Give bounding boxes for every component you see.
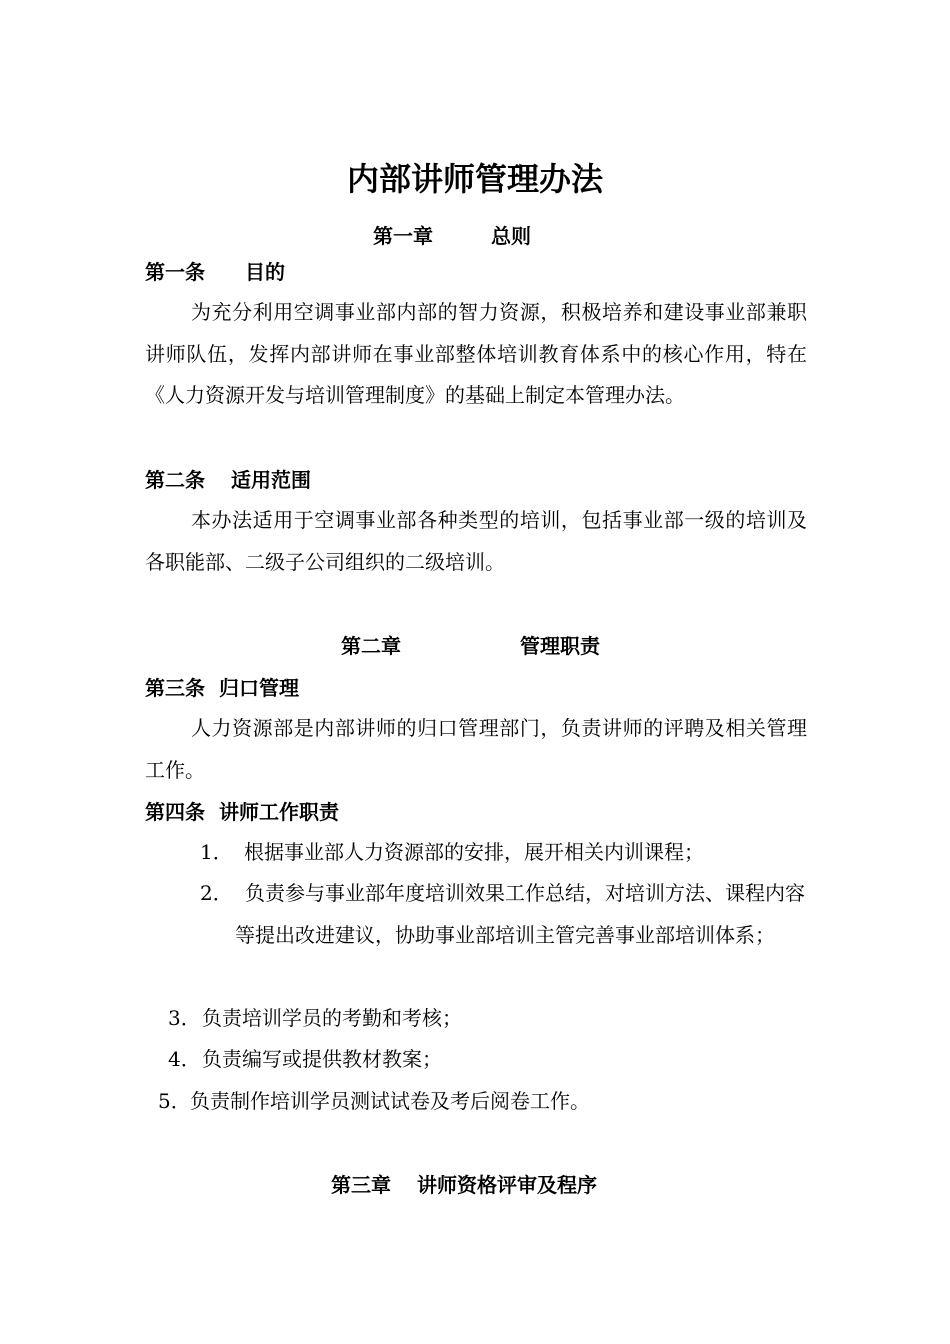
article-1-text: 为充分利用空调事业部内部的智力资源，积极培养和建设事业部兼职讲师队伍，发挥内部讲师在事业部整体培训教育体系中的核心作用，特在《人力资源开发与培训管理制度》的基础上制定本管理办法。 — [145, 300, 807, 407]
list-item — [158, 1081, 808, 1123]
list-item-text: 负责制作培训学员测试试卷及考后阅卷工作。 — [190, 1089, 590, 1113]
article-4-name: 讲师工作职责 — [219, 800, 339, 824]
article-1-number: 第一条 — [145, 260, 205, 284]
article-4-heading — [145, 798, 339, 826]
article-2-name: 适用范围 — [231, 468, 311, 492]
article-2-heading — [145, 466, 311, 494]
list-item-text: 负责参与事业部年度培训效果工作总结，对培训方法、课程内容等提出改进建议，协助事业部培训主管完善事业部培训体系； — [235, 881, 805, 947]
chapter-2-name: 管理职责 — [520, 634, 600, 658]
list-item-number: 2． — [200, 881, 233, 905]
list-item-text: 负责编写或提供教材教案； — [202, 1047, 442, 1071]
list-item — [168, 1039, 808, 1081]
list-item — [168, 998, 808, 1040]
list-item-number: 5． — [158, 1089, 191, 1113]
article-1-heading — [145, 258, 285, 286]
chapter-3-name: 讲师资格评审及程序 — [417, 1173, 597, 1197]
chapter-1-number: 第一章 — [373, 224, 433, 248]
chapter-1-name: 总则 — [491, 224, 531, 248]
list-item — [200, 873, 807, 956]
article-3-text: 人力资源部是内部讲师的归口管理部门，负责讲师的评聘及相关管理工作。 — [145, 716, 807, 782]
article-3-number: 第三条 — [145, 676, 205, 700]
list-item-number: 3． — [168, 1006, 201, 1030]
article-2-number: 第二条 — [145, 468, 205, 492]
document-title: 内部讲师管理办法 — [346, 160, 603, 198]
list-item-text: 负责培训学员的考勤和考核； — [202, 1006, 462, 1030]
chapter-3-number: 第三章 — [331, 1173, 391, 1197]
article-4-number: 第四条 — [145, 800, 205, 824]
article-2-text: 本办法适用于空调事业部各种类型的培训，包括事业部一级的培训及各职能部、二级子公司组织的二级培训。 — [145, 508, 807, 574]
article-1-name: 目的 — [245, 260, 285, 284]
article-3-heading — [145, 674, 299, 702]
chapter-3-heading — [331, 1171, 597, 1199]
list-item-number: 4． — [168, 1047, 201, 1071]
list-item — [200, 832, 807, 874]
chapter-2-heading — [341, 632, 600, 660]
list-item-number: 1． — [200, 840, 233, 864]
list-item-text: 根据事业部人力资源部的安排，展开相关内训课程； — [244, 840, 704, 864]
article-3-name: 归口管理 — [219, 676, 299, 700]
chapter-1-heading — [373, 222, 531, 250]
chapter-2-number: 第二章 — [341, 634, 401, 658]
